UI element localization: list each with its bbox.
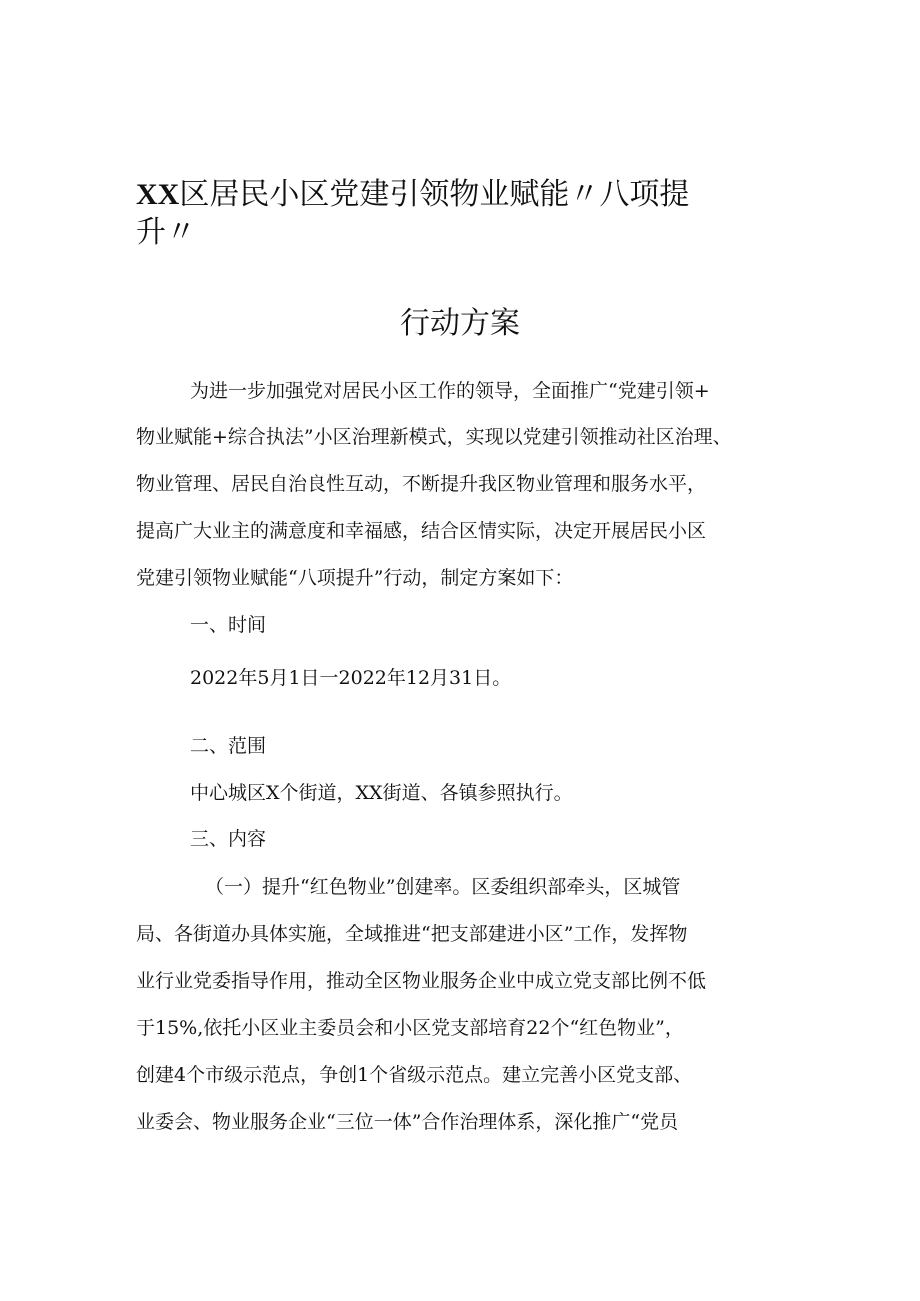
content-paragraph-line: 业委会、物业服务企业“三位一体”合作治理体系，深化推广“党员 xyxy=(136,1111,679,1133)
intro-paragraph-line: 物业赋能+综合执法”小区治理新模式，实现以党建引领推动社区治理、 xyxy=(136,426,732,448)
document-title-line-1 xyxy=(136,177,796,213)
intro-paragraph-line: 物业管理、居民自治良性互动，不断提升我区物业管理和服务水平， xyxy=(136,473,707,495)
intro-paragraph-line: 提高广大业主的满意度和幸福感，结合区情实际，决定开展居民小区 xyxy=(136,520,707,542)
content-paragraph-line: （一）提升“红色物业”创建率。区委组织部牵头，区城管 xyxy=(205,876,681,898)
title-rest: 区居民小区党建引领物业赋能〃八项提 xyxy=(179,177,690,212)
document-title-line-2: 升〃 xyxy=(136,215,196,250)
section-heading-scope: 二、范围 xyxy=(190,735,267,757)
section-text-time: 2022年5月1日一2022年12月31日。 xyxy=(190,667,512,689)
intro-paragraph-line: 为进一步加强党对居民小区工作的领导，全面推广“党建引领+ xyxy=(190,380,710,402)
section-heading-time: 一、时间 xyxy=(190,614,267,636)
document-subtitle: 行动方案 xyxy=(400,306,520,341)
content-paragraph-line: 创建4个市级示范点，争创1个省级示范点。建立完善小区党支部、 xyxy=(136,1064,693,1086)
section-heading-content: 三、内容 xyxy=(190,828,267,850)
section-text-scope: 中心城区X个街道，XX街道、各镇参照执行。 xyxy=(190,782,573,804)
content-paragraph-line: 于15%,依托小区业主委员会和小区党支部培育22个“红色物业”， xyxy=(136,1017,684,1039)
intro-paragraph-line: 党建引领物业赋能“八项提升”行动，制定方案如下： xyxy=(136,567,574,589)
title-prefix: XX xyxy=(136,178,180,211)
content-paragraph-line: 业行业党委指导作用，推动全区物业服务企业中成立党支部比例不低 xyxy=(136,970,707,992)
content-paragraph-line: 局、各街道办具体实施，全域推进“把支部建进小区”工作，发挥物 xyxy=(136,923,688,945)
